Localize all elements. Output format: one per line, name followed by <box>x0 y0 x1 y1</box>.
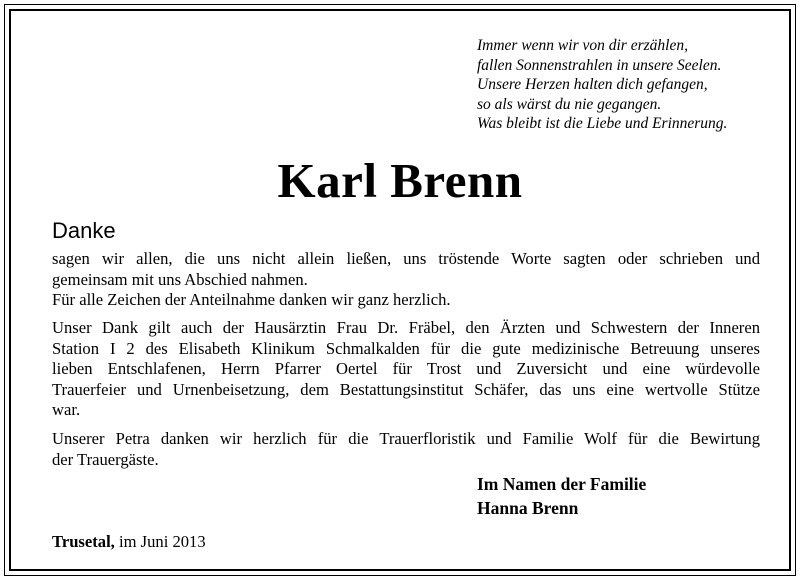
poem <box>477 36 777 134</box>
text-line: Station I 2 des Elisabeth Klinikum Schmalkalden für die gute medizinische Betreuung unseres <box>52 338 760 358</box>
place-date <box>52 532 206 552</box>
poem-line: Unsere Herzen halten dich gefangen, <box>477 76 708 93</box>
text-line: lieben Entschlafenen, Herrn Pfarrer Oertel für Trost und Zuversicht und eine würdevolle <box>52 359 760 379</box>
paragraph-3 <box>52 429 760 470</box>
signature-line-1: Im Namen der Familie <box>477 474 647 494</box>
paragraph-1 <box>52 249 760 311</box>
paragraph-2 <box>52 318 760 421</box>
text-line: Unserer Petra danken wir herzlich für die Trauerfloristik und Familie Wolf für die Bewirtung <box>52 429 760 448</box>
signature <box>477 472 646 520</box>
poem-line: fallen Sonnenstrahlen in unsere Seelen. <box>477 56 722 74</box>
deceased-name: Karl Brenn <box>277 153 523 208</box>
thanks-heading: Danke <box>52 218 116 243</box>
signature-line-2: Hanna Brenn <box>477 498 579 518</box>
text-line: Für alle Zeichen der Anteilnahme danken wir ganz herzlich. <box>52 290 451 310</box>
poem-line: Immer wenn wir von dir erzählen, <box>477 37 688 54</box>
place-date-text: im Juni 2013 <box>114 532 206 551</box>
text-line: Trauerfeier und Urnenbeisetzung, dem Bestattungsinstitut Schäfer, das uns eine wertvolle Stütze <box>52 379 760 399</box>
text-line: gemeinsam mit uns Abschied nahmen. <box>52 269 308 289</box>
poem-line: so als wärst du nie gegangen. <box>477 95 662 113</box>
poem-line: Was bleibt ist die Liebe und Erinnerung. <box>477 115 728 132</box>
place-town: Trusetal, <box>52 532 115 551</box>
notice-frame <box>4 4 796 576</box>
text-line: Unser Dank gilt auch der Hausärztin Frau Dr. Fräbel, den Ärzten und Schwestern der Inneren <box>52 318 760 337</box>
text-line: sagen wir allen, die uns nicht allein ließen, uns tröstende Worte sagten oder schrieben und <box>52 249 760 268</box>
text-line: der Trauergäste. <box>52 449 159 469</box>
text-line: war. <box>52 400 81 420</box>
